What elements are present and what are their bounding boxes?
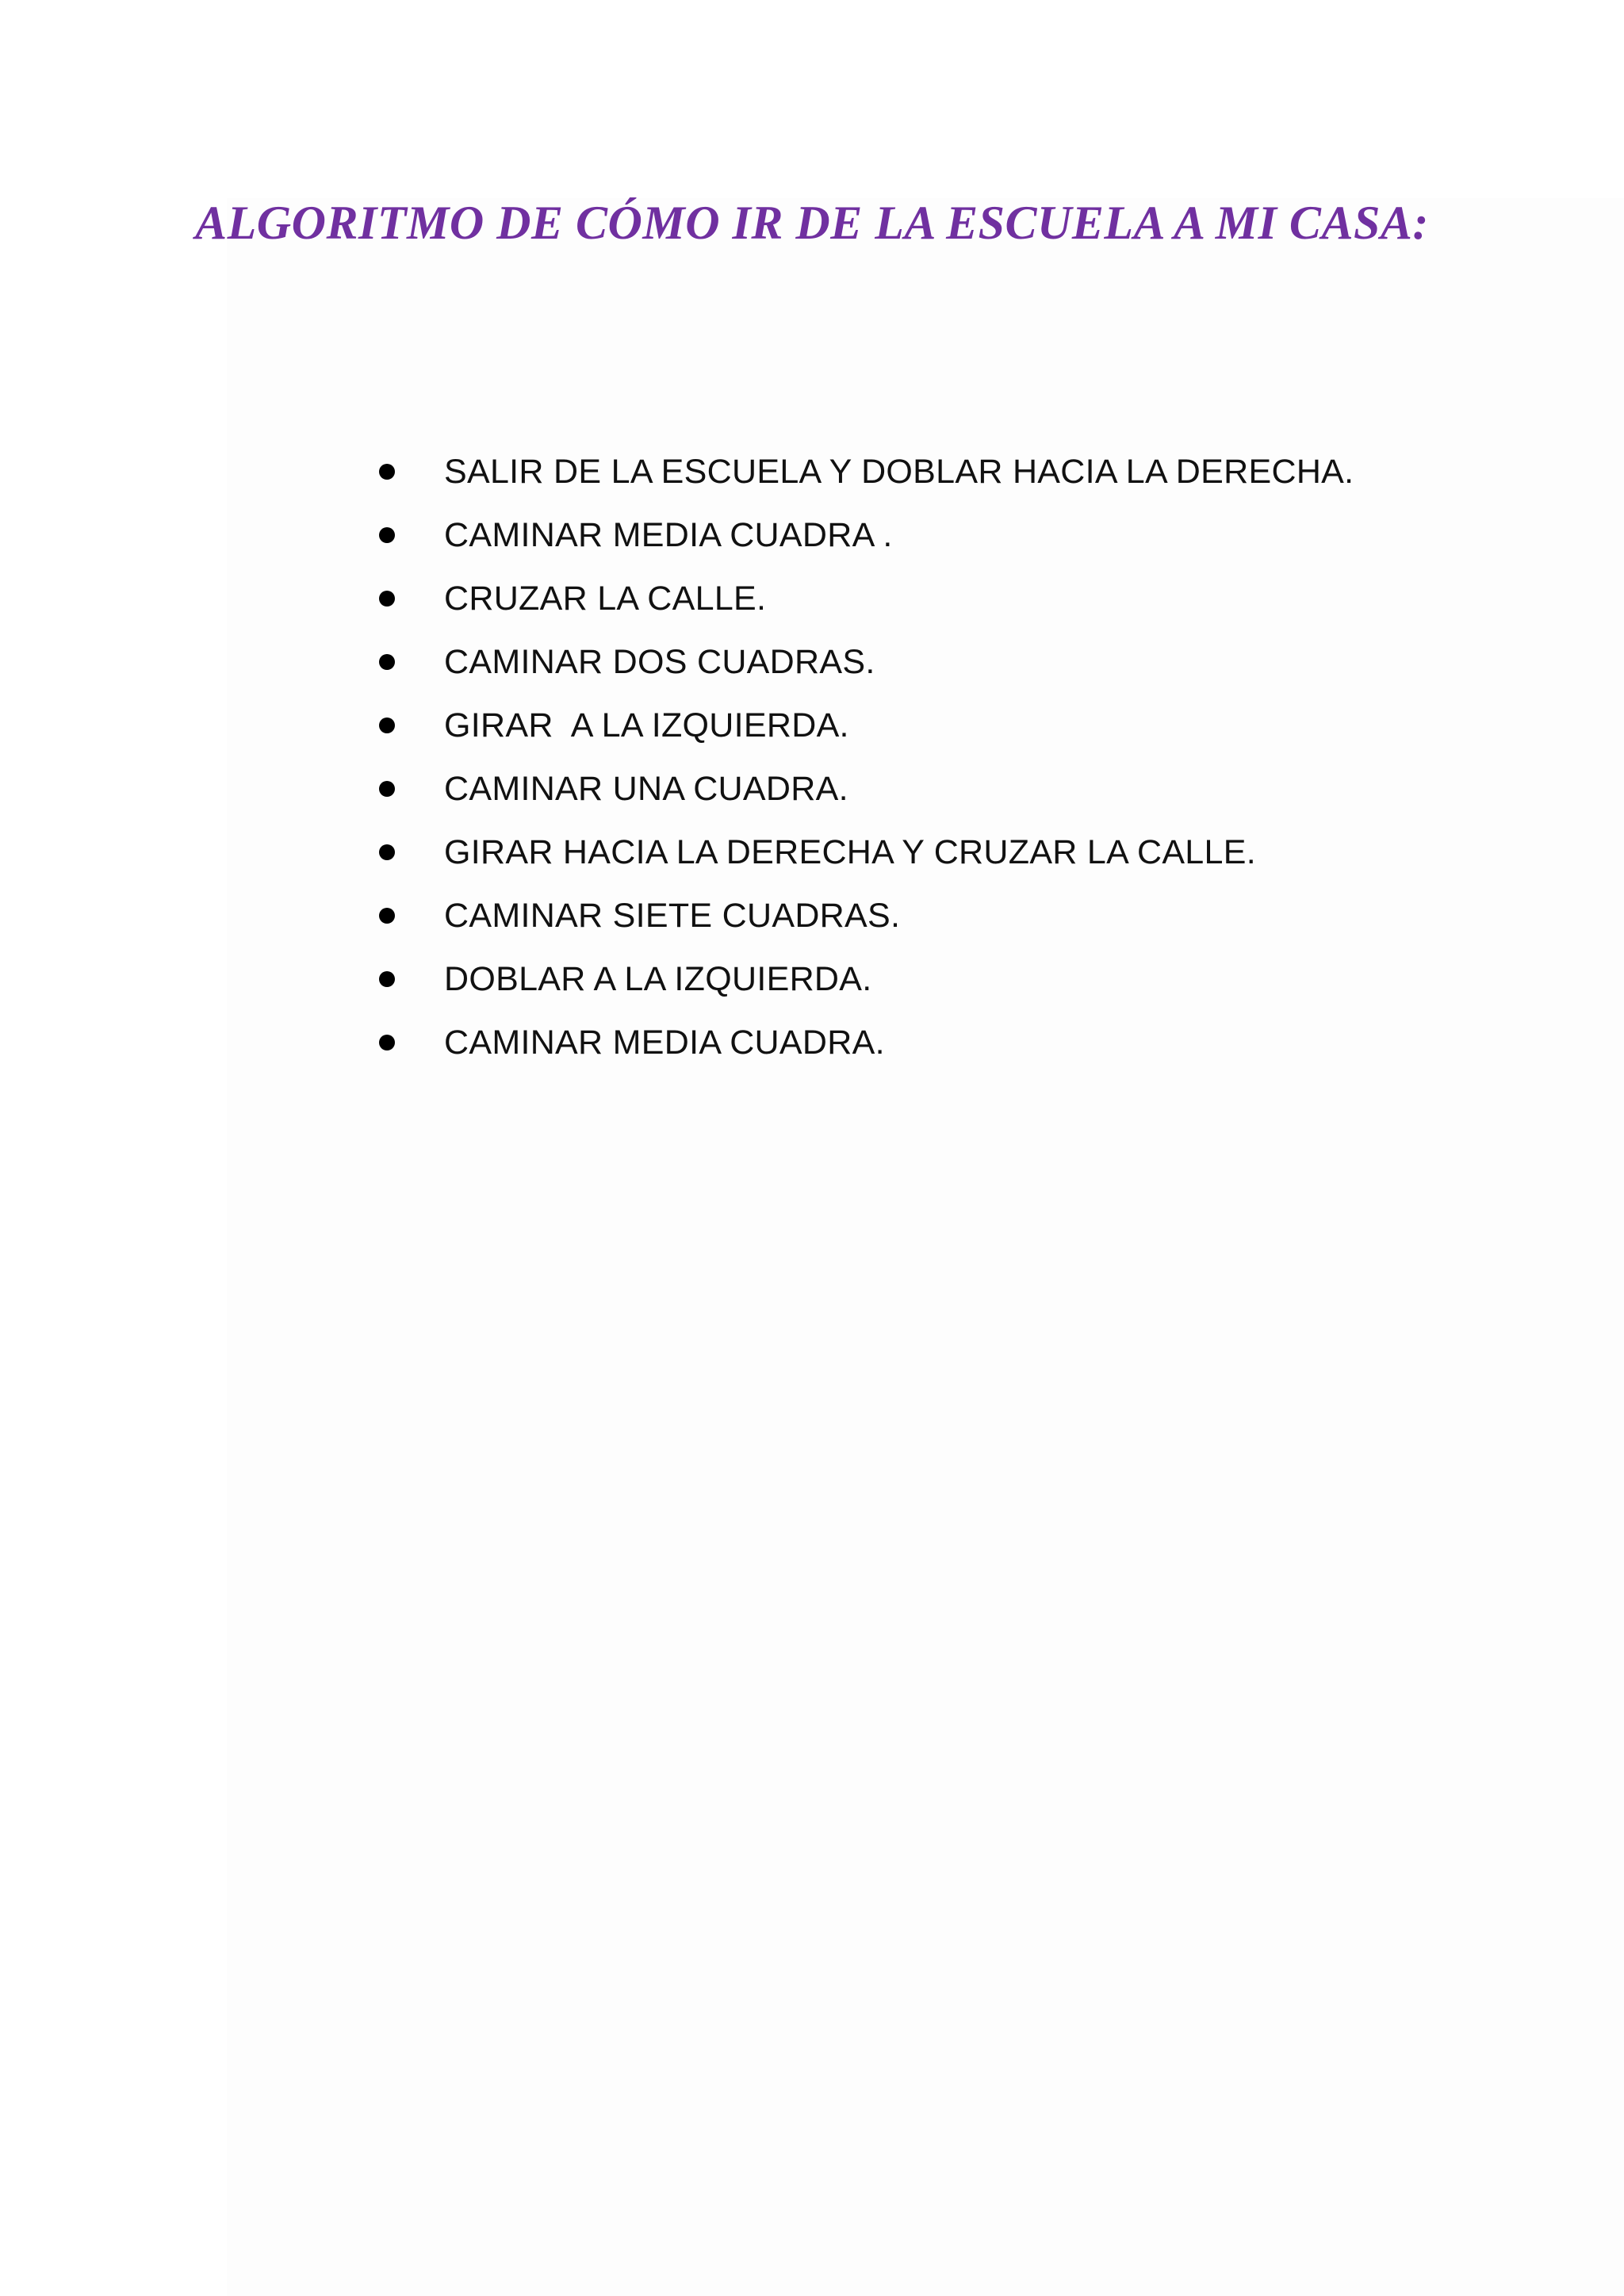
- step-text: DOBLAR A LA IZQUIERDA.: [444, 959, 872, 998]
- bullet-dot-icon: [379, 781, 395, 797]
- bullet-dot-icon: [379, 971, 395, 987]
- list-item: [373, 884, 1354, 947]
- list-item: [373, 947, 1354, 1011]
- bullet-dot-icon: [379, 1035, 395, 1050]
- list-item: [373, 567, 1354, 630]
- list-item: [373, 821, 1354, 884]
- step-text: CAMINAR UNA CUADRA.: [444, 769, 848, 808]
- step-text: CRUZAR LA CALLE.: [444, 579, 767, 618]
- step-text: CAMINAR MEDIA CUADRA.: [444, 1023, 885, 1062]
- bullet-dot-icon: [379, 718, 395, 733]
- bullet-dot-icon: [379, 591, 395, 607]
- step-text: GIRAR A LA IZQUIERDA.: [444, 706, 849, 744]
- step-text: GIRAR HACIA LA DERECHA Y CRUZAR LA CALLE.: [444, 832, 1256, 871]
- step-text: SALIR DE LA ESCUELA Y DOBLAR HACIA LA DERECHA.: [444, 452, 1354, 491]
- list-item: [373, 630, 1354, 694]
- bullet-dot-icon: [379, 464, 395, 480]
- steps-list: [373, 440, 1354, 1074]
- list-item: [373, 1011, 1354, 1074]
- bullet-dot-icon: [379, 527, 395, 543]
- page-title: ALGORITMO DE CÓMO IR DE LA ESCUELA A MI CASA:: [195, 197, 1429, 249]
- list-item: [373, 757, 1354, 821]
- bullet-dot-icon: [379, 654, 395, 670]
- bullet-dot-icon: [379, 908, 395, 924]
- step-text: CAMINAR MEDIA CUADRA .: [444, 515, 893, 554]
- step-text: CAMINAR SIETE CUADRAS.: [444, 896, 901, 935]
- list-item: [373, 694, 1354, 757]
- bullet-dot-icon: [379, 844, 395, 860]
- list-item: [373, 440, 1354, 503]
- list-item: [373, 503, 1354, 567]
- step-text: CAMINAR DOS CUADRAS.: [444, 642, 875, 681]
